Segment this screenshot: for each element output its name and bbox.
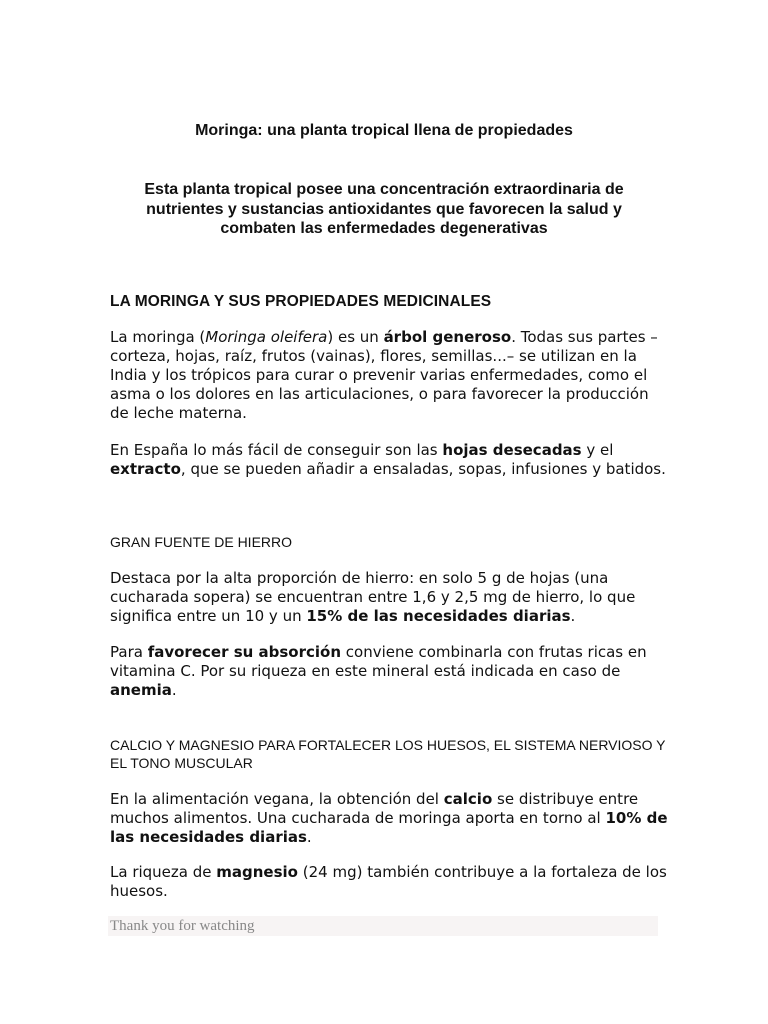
bold-phrase: extracto bbox=[110, 460, 181, 478]
text-run: . bbox=[306, 828, 312, 846]
article-subtitle: Esta planta tropical posee una concentración extraordinaria de nutrientes y sustancias antioxidantes que favorecen la salud y combaten las enfermedades degenerativas bbox=[144, 181, 624, 237]
bold-phrase: favorecer su absorción bbox=[147, 643, 342, 661]
bold-phrase: 10% de las necesidades diarias bbox=[110, 809, 668, 846]
bold-phrase: anemia bbox=[110, 681, 172, 699]
paragraph-iron bbox=[110, 569, 670, 626]
text-run: . Todas sus partes –corteza, hojas, raíz, frutos (vainas), flores, semillas...– se utilizan en la India y los trópicos para curar o prevenir varias enfermedades, como el asma o los dolores en las articulaciones, o para favorecer la producción de leche materna. bbox=[110, 328, 658, 422]
article-title: Moringa: una planta tropical llena de propiedades bbox=[195, 122, 573, 139]
text-run: En España lo más fácil de conseguir son las bbox=[110, 441, 443, 459]
bold-phrase: hojas desecadas bbox=[442, 441, 582, 459]
paragraph-calcium bbox=[110, 790, 670, 847]
bold-phrase: 15% de las necesidades diarias bbox=[306, 607, 571, 625]
text-run: Destaca por la alta proporción de hierro: en solo 5 g de hojas (una cucharada sopera) se encuentran entre 1,6 y 2,5 mg de hierro, lo que significa entre un 10 y un bbox=[110, 569, 636, 625]
text-run: . bbox=[570, 607, 576, 625]
text-run: ) es un bbox=[327, 328, 384, 346]
text-run: La riqueza de bbox=[110, 863, 217, 881]
section-heading-calcium: CALCIO Y MAGNESIO PARA FORTALECER LOS HUESOS, EL SISTEMA NERVIOSO Y EL TONO MUSCULAR bbox=[110, 737, 666, 771]
species-name: Moringa oleifera bbox=[205, 328, 328, 346]
text-run: Para bbox=[110, 643, 148, 661]
text-run: En la alimentación vegana, la obtención del bbox=[110, 790, 444, 808]
text-run: . bbox=[171, 681, 177, 699]
bold-phrase: árbol generoso bbox=[383, 328, 512, 346]
paragraph-absorption bbox=[110, 643, 670, 700]
section-heading-medicinal: LA MORINGA Y SUS PROPIEDADES MEDICINALES bbox=[110, 293, 492, 310]
footer-note: Thank you for watching bbox=[108, 916, 658, 936]
text-run: , que se pueden añadir a ensaladas, sopas, infusiones y batidos. bbox=[180, 460, 666, 478]
bold-phrase: calcio bbox=[443, 790, 493, 808]
text-run: y el bbox=[581, 441, 614, 459]
paragraph-intro bbox=[110, 328, 670, 423]
text-run: (24 mg) también contribuye a la fortaleza de los huesos. bbox=[110, 863, 667, 900]
paragraph-availability bbox=[110, 441, 670, 479]
text-run: se distribuye entre muchos alimentos. Una cucharada de moringa aporta en torno al bbox=[110, 790, 639, 827]
text-run: La moringa ( bbox=[110, 328, 206, 346]
paragraph-magnesium bbox=[110, 863, 670, 901]
text-run: conviene combinarla con frutas ricas en vitamina C. Por su riqueza en este mineral está indicada en caso de bbox=[110, 643, 647, 680]
bold-phrase: magnesio bbox=[216, 863, 298, 881]
section-heading-iron: GRAN FUENTE DE HIERRO bbox=[110, 534, 293, 550]
